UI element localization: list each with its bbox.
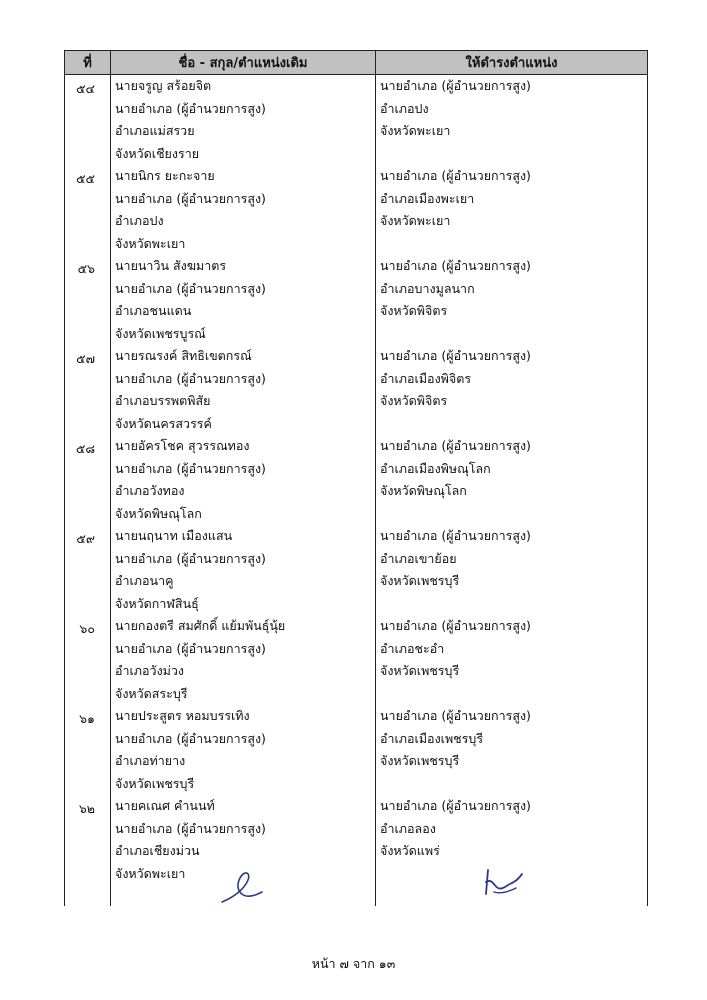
person-name: นายประสูตร หอมบรรเทิง — [115, 708, 250, 723]
old-position-line: นายอำเภอ (ผู้อำนวยการสูง) — [115, 460, 266, 476]
old-position-line: จังหวัดกาฬสินธุ์ — [115, 595, 199, 611]
old-position-line: อำเภอท่ายาง — [115, 753, 186, 768]
table-row — [65, 75, 647, 165]
new-position-line: อำเภอเขาย้อย — [380, 550, 457, 566]
row-number: ๖๑ — [79, 711, 95, 726]
row-number: ๕๔ — [76, 81, 95, 96]
new-position-line: จังหวัดเพชรบุรี — [380, 573, 460, 588]
new-position-line: จังหวัดพิษณุโลก — [380, 483, 467, 498]
old-position-line: นายอำเภอ (ผู้อำนวยการสูง) — [115, 280, 266, 296]
row-number: ๕๗ — [76, 351, 95, 366]
new-position-cell — [376, 705, 647, 795]
old-position-line: จังหวัดเพชรบุรี — [115, 775, 195, 791]
header-new-position: ให้ดำรงตำแหน่ง — [465, 56, 558, 71]
new-position-line: นายอำเภอ (ผู้อำนวยการสูง) — [380, 798, 531, 813]
old-position-line: นายอำเภอ (ผู้อำนวยการสูง) — [115, 370, 266, 386]
new-position-line: อำเภอเมืองพะเยา — [380, 190, 475, 206]
new-position-line: นายอำเภอ (ผู้อำนวยการสูง) — [380, 258, 531, 273]
old-position-line: จังหวัดพิษณุโลก — [115, 505, 202, 521]
row-number: ๕๙ — [76, 531, 95, 546]
new-position-cell — [376, 435, 647, 525]
old-position-line: นายอำเภอ (ผู้อำนวยการสูง) — [115, 820, 266, 836]
table-row — [65, 255, 647, 345]
new-position-line: นายอำเภอ (ผู้อำนวยการสูง) — [380, 708, 531, 723]
old-position-line: อำเภอวังม่วง — [115, 663, 185, 678]
new-position-cell — [376, 615, 647, 705]
table-row — [65, 165, 647, 255]
new-position-line: จังหวัดพะเยา — [380, 213, 451, 228]
old-position-line: จังหวัดพะเยา — [115, 235, 186, 251]
new-position-cell — [376, 255, 647, 345]
new-position-line: จังหวัดพิจิตร — [380, 393, 448, 408]
appointment-table — [64, 50, 648, 906]
new-position-line: นายอำเภอ (ผู้อำนวยการสูง) — [380, 348, 531, 363]
new-position-line: จังหวัดพิจิตร — [380, 303, 448, 318]
old-position-cell — [111, 435, 376, 525]
old-position-cell — [111, 705, 376, 795]
table-row — [65, 345, 647, 435]
table-row — [65, 705, 647, 795]
person-name: นายกองตรี สมศักดิ์ แย้มพันธุ์นุ้ย — [115, 618, 286, 633]
old-position-line: อำเภอบรรพตพิสัย — [115, 393, 211, 408]
table-row — [65, 525, 647, 615]
new-position-line: นายอำเภอ (ผู้อำนวยการสูง) — [380, 168, 531, 183]
old-position-line: อำเภอเชียงม่วน — [115, 843, 200, 858]
new-position-cell — [376, 525, 647, 615]
old-position-line: นายอำเภอ (ผู้อำนวยการสูง) — [115, 640, 266, 656]
old-position-line: จังหวัดเพชรบูรณ์ — [115, 325, 206, 341]
new-position-line: อำเภอปง — [380, 100, 429, 116]
header-name-old-position: ชื่อ - สกุล/ตำแหน่งเดิม — [111, 51, 376, 74]
new-position-line: จังหวัดแพร่ — [380, 843, 440, 858]
old-position-cell — [111, 525, 376, 615]
old-position-cell — [111, 615, 376, 705]
table-body — [65, 75, 647, 906]
column-divider — [375, 75, 376, 906]
row-number: ๕๘ — [75, 441, 95, 456]
old-position-cell — [111, 345, 376, 435]
table-row — [65, 615, 647, 705]
row-number: ๕๖ — [77, 261, 95, 276]
new-position-line: อำเภอเมืองเพชรบุรี — [380, 730, 484, 746]
page-footer: หน้า ๗ จาก ๑๓ — [311, 956, 396, 971]
old-position-line: อำเภอวังทอง — [115, 483, 185, 498]
old-position-cell — [111, 255, 376, 345]
person-name: นายนฤนาท เมืองแสน — [115, 528, 233, 543]
person-name: นายนิกร ยะกะจาย — [115, 168, 215, 183]
old-position-line: จังหวัดพะเยา — [115, 865, 186, 881]
new-position-line: อำเภอเมืองพิษณุโลก — [380, 460, 491, 476]
old-position-line: อำเภอนาคู — [115, 573, 174, 588]
person-name: นายคเณศ คำนนท์ — [115, 798, 215, 813]
column-divider — [110, 75, 111, 906]
new-position-line: อำเภอเมืองพิจิตร — [380, 370, 472, 386]
table-row — [65, 795, 647, 885]
row-number: ๖๐ — [79, 621, 95, 636]
new-position-line: จังหวัดพะเยา — [380, 123, 451, 138]
person-name: นายอัครโชค สุวรรณทอง — [115, 438, 250, 453]
old-position-line: นายอำเภอ (ผู้อำนวยการสูง) — [115, 550, 266, 566]
old-position-line: อำเภอชนแดน — [115, 303, 192, 318]
person-name: นายนาวิน สังฆมาตร — [115, 258, 227, 273]
new-position-line: จังหวัดเพชรบุรี — [380, 663, 460, 678]
new-position-cell — [376, 345, 647, 435]
old-position-line: จังหวัดเชียงราย — [115, 145, 200, 161]
new-position-line: จังหวัดเพชรบุรี — [380, 753, 460, 768]
header-no: ที่ — [65, 51, 111, 74]
new-position-line: อำเภอชะอำ — [380, 640, 445, 656]
new-position-line: อำเภอบางมูลนาก — [380, 280, 475, 296]
person-name: นายรณรงค์ สิทธิเขตกรณ์ — [115, 348, 252, 363]
old-position-line: อำเภอแม่สรวย — [115, 123, 195, 138]
old-position-line: นายอำเภอ (ผู้อำนวยการสูง) — [115, 730, 266, 746]
person-name: นายจรูญ สร้อยจิต — [115, 78, 212, 93]
table-header — [65, 50, 647, 75]
table-row — [65, 435, 647, 525]
new-position-cell — [376, 75, 647, 165]
old-position-line: อำเภอปง — [115, 213, 164, 228]
new-position-line: นายอำเภอ (ผู้อำนวยการสูง) — [380, 528, 531, 543]
new-position-line: นายอำเภอ (ผู้อำนวยการสูง) — [380, 78, 531, 93]
old-position-line: จังหวัดนครสวรรค์ — [115, 415, 212, 431]
old-position-cell — [111, 165, 376, 255]
old-position-cell — [111, 75, 376, 165]
old-position-line: นายอำเภอ (ผู้อำนวยการสูง) — [115, 100, 266, 116]
new-position-cell — [376, 165, 647, 255]
row-number: ๕๕ — [76, 171, 95, 186]
row-number: ๖๒ — [78, 801, 95, 816]
new-position-line: อำเภอลอง — [380, 820, 436, 836]
new-position-line: นายอำเภอ (ผู้อำนวยการสูง) — [380, 618, 531, 633]
signature-right — [480, 864, 526, 900]
new-position-line: นายอำเภอ (ผู้อำนวยการสูง) — [380, 438, 531, 453]
old-position-line: นายอำเภอ (ผู้อำนวยการสูง) — [115, 190, 266, 206]
signature-left — [218, 868, 266, 906]
old-position-line: จังหวัดสระบุรี — [115, 685, 188, 701]
